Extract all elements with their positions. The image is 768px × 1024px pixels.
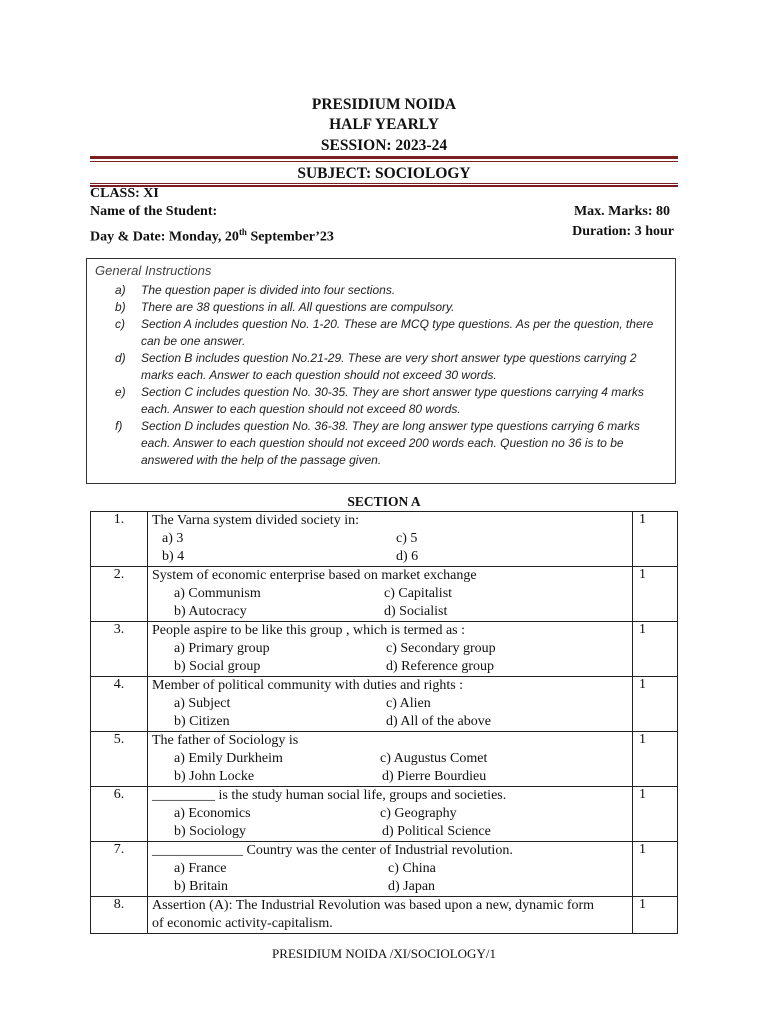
- instruction-letter: e): [115, 385, 126, 399]
- student-name-label: Name of the Student:: [90, 204, 218, 219]
- option-d: d) Reference group: [386, 659, 495, 674]
- options: [152, 805, 632, 841]
- question-number: 3.: [91, 622, 148, 677]
- question-cell: [148, 732, 633, 787]
- question-row: [91, 897, 678, 934]
- question-row: [91, 677, 678, 732]
- instruction-letter: f): [115, 419, 123, 433]
- question-number: 5.: [91, 732, 148, 787]
- max-marks: Max. Marks: 80: [573, 204, 670, 219]
- question-row: [91, 512, 678, 567]
- question-marks: 1: [633, 677, 678, 732]
- question-cell: [148, 567, 633, 622]
- options: [152, 585, 632, 621]
- subject-rule-thick: [90, 185, 678, 187]
- question-number: 4.: [91, 677, 148, 732]
- instruction-item: [115, 384, 665, 418]
- options: [152, 530, 632, 566]
- exam-name: HALF YEARLY: [329, 116, 439, 133]
- option-a: a) Subject: [174, 696, 231, 711]
- instruction-letter: b): [115, 300, 126, 314]
- question-row: [91, 622, 678, 677]
- option-c: c) 5: [396, 531, 418, 546]
- question-row: [91, 567, 678, 622]
- option-d: d) Japan: [388, 879, 436, 894]
- instruction-item: [115, 418, 665, 469]
- section-title: SECTION A: [347, 494, 421, 509]
- question-marks: 1: [633, 512, 678, 567]
- question-number: 1.: [91, 512, 148, 567]
- option-b: b) Citizen: [174, 714, 230, 729]
- questions-table: [90, 511, 678, 934]
- option-d: d) Political Science: [382, 824, 491, 839]
- day-date: [90, 223, 334, 247]
- class-label: CLASS: XI: [90, 186, 159, 201]
- question-row: [91, 842, 678, 897]
- option-a: a) Communism: [174, 586, 261, 601]
- subject: SUBJECT: SOCIOLOGY: [297, 165, 471, 182]
- question-cell: [148, 512, 633, 567]
- instruction-letter: c): [115, 317, 125, 331]
- question-cell: [148, 897, 633, 934]
- question-marks: 1: [633, 842, 678, 897]
- option-c: c) Geography: [380, 806, 457, 821]
- option-b: b) Social group: [174, 659, 261, 674]
- instruction-text: Section B includes question No.21-29. These are very short answer type questions carrying 2 marks each. Answer to each question should not exceed 30 words.: [141, 351, 637, 382]
- question-number: 7.: [91, 842, 148, 897]
- instructions-list: [115, 282, 665, 469]
- options: [152, 695, 632, 731]
- question-number: 8.: [91, 897, 148, 934]
- option-c: c) China: [388, 861, 436, 876]
- subject-rule-thin: [90, 183, 678, 184]
- options: [152, 750, 632, 786]
- question-text-line2: of economic activity-capitalism.: [152, 916, 333, 931]
- option-d: d) Socialist: [384, 604, 448, 619]
- date-suffix: September’23: [246, 229, 334, 245]
- question-cell: [148, 677, 633, 732]
- instruction-letter: a): [115, 283, 126, 297]
- page-footer: PRESIDIUM NOIDA /XI/SOCIOLOGY/1: [272, 946, 496, 961]
- question-text: System of economic enterprise based on market exchange: [152, 568, 477, 583]
- header-rule-thin: [90, 161, 678, 162]
- question-marks: 1: [633, 787, 678, 842]
- session: SESSION: 2023-24: [320, 137, 448, 154]
- general-instructions-box: [86, 258, 676, 484]
- option-a: a) France: [174, 861, 227, 876]
- instruction-item: [115, 299, 665, 316]
- question-text: The Varna system divided society in:: [152, 513, 359, 528]
- option-b: b) John Locke: [174, 769, 255, 784]
- question-row: [91, 787, 678, 842]
- date-prefix: Day & Date: Monday, 20: [90, 229, 239, 245]
- instruction-text: Section A includes question No. 1-20. These are MCQ type questions. As per the question, there can be one answer.: [141, 317, 654, 348]
- option-a: a) Economics: [174, 806, 251, 821]
- instruction-item: [115, 316, 665, 350]
- option-b: b) Autocracy: [174, 604, 247, 619]
- option-c: c) Secondary group: [386, 641, 496, 656]
- question-marks: 1: [633, 897, 678, 934]
- question-marks: 1: [633, 622, 678, 677]
- question-text: _________ is the study human social life, groups and societies.: [152, 788, 507, 803]
- instruction-letter: d): [115, 351, 126, 365]
- question-number: 6.: [91, 787, 148, 842]
- school-name: PRESIDIUM NOIDA: [311, 96, 457, 113]
- option-a: a) Emily Durkheim: [174, 751, 283, 766]
- option-b: b) Britain: [174, 879, 229, 894]
- question-marks: 1: [633, 732, 678, 787]
- question-text: People aspire to be like this group , which is termed as :: [152, 623, 465, 638]
- option-c: c) Capitalist: [384, 586, 453, 601]
- options: [152, 640, 632, 676]
- question-marks: 1: [633, 567, 678, 622]
- question-cell: [148, 842, 633, 897]
- question-cell: [148, 787, 633, 842]
- option-d: d) 6: [396, 549, 419, 564]
- option-a: a) 3: [162, 531, 184, 546]
- question-cell: [148, 622, 633, 677]
- option-b: b) Sociology: [174, 824, 246, 839]
- question-text: The father of Sociology is: [152, 733, 299, 748]
- instructions-title: General Instructions: [95, 263, 212, 278]
- option-c: c) Augustus Comet: [380, 751, 488, 766]
- question-text: Member of political community with duties and rights :: [152, 678, 464, 693]
- question-row: [91, 732, 678, 787]
- option-d: d) All of the above: [386, 714, 491, 729]
- question-number: 2.: [91, 567, 148, 622]
- instruction-text: The question paper is divided into four sections.: [141, 283, 396, 297]
- instruction-text: Section C includes question No. 30-35. They are short answer type questions carrying 4 marks each. Answer to each question should not exceed 80 words.: [141, 385, 644, 416]
- option-d: d) Pierre Bourdieu: [382, 769, 487, 784]
- option-c: c) Alien: [386, 696, 431, 711]
- instruction-text: There are 38 questions in all. All questions are compulsory.: [141, 300, 455, 314]
- option-a: a) Primary group: [174, 641, 270, 656]
- date-sup: th: [238, 227, 247, 237]
- instruction-text: Section D includes question No. 36-38. They are long answer type questions carrying 6 marks each. Answer to each question should not exceed 200 words each. Question no 36 is to be answered with the help of the passage given.: [141, 419, 640, 467]
- instruction-item: [115, 282, 665, 299]
- question-text: _____________ Country was the center of Industrial revolution.: [152, 843, 513, 858]
- question-text-line1: Assertion (A): The Industrial Revolution was based upon a new, dynamic form: [152, 898, 595, 913]
- instruction-item: [115, 350, 665, 384]
- options: [152, 860, 632, 896]
- duration: Duration: 3 hour: [572, 224, 674, 239]
- header-rule-thick: [90, 156, 678, 159]
- option-b: b) 4: [162, 549, 185, 564]
